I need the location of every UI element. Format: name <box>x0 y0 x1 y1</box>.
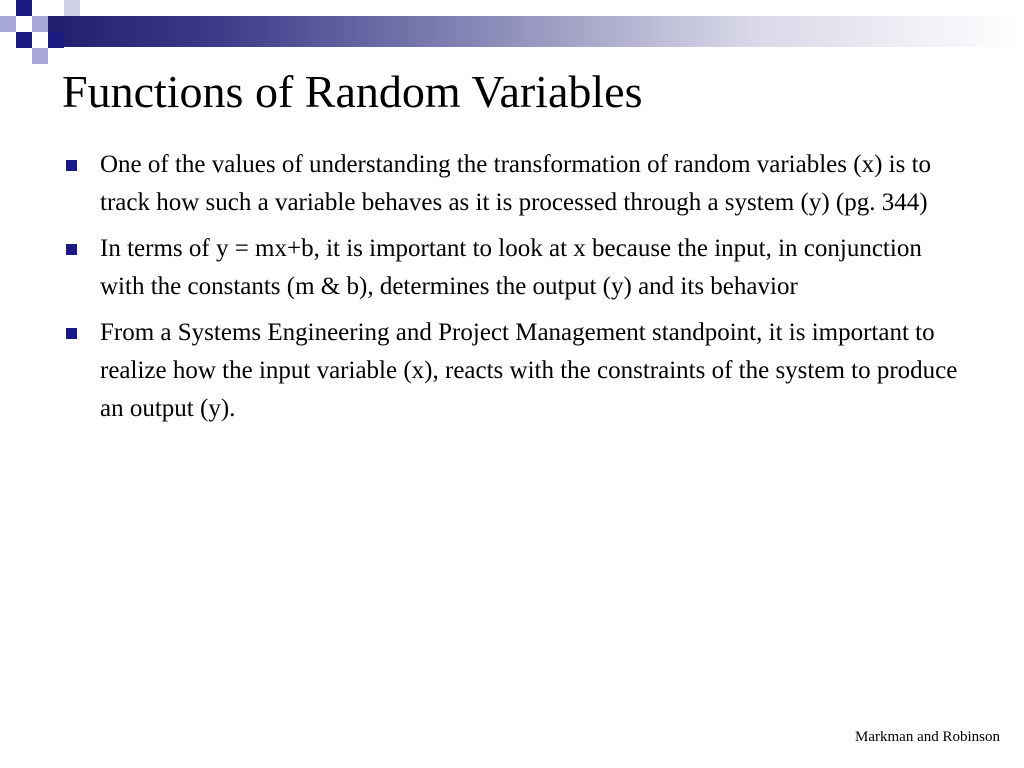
deco-square <box>0 16 16 32</box>
bullet-item <box>64 230 964 306</box>
slide-title: Functions of Random Variables <box>62 66 643 117</box>
deco-square <box>16 0 32 16</box>
bullet-item <box>64 146 964 222</box>
square-bullet-icon <box>66 244 77 255</box>
square-bullet-icon <box>66 160 77 171</box>
bullet-text: In terms of y = mx+b, it is important to look at x because the input, in conjunction with the constants (m & b), determines the output (y) and its behavior <box>100 235 922 300</box>
bullet-text: From a Systems Engineering and Project Management standpoint, it is important to realize how the input variable (x), reacts with the constraints of the system to produce an output (y). <box>100 319 958 422</box>
deco-square <box>32 16 48 32</box>
bullet-text: One of the values of understanding the transformation of random variables (x) is to track how such a variable behaves as it is processed through a system (y) (pg. 344) <box>100 151 932 216</box>
deco-square <box>16 32 32 48</box>
bullet-item <box>64 314 964 428</box>
deco-square <box>32 48 48 64</box>
bullet-list <box>64 146 964 436</box>
deco-square <box>64 0 80 16</box>
decorative-squares-icon <box>0 0 80 64</box>
square-bullet-icon <box>66 328 77 339</box>
header-gradient-band <box>48 16 1024 47</box>
deco-square <box>48 32 64 48</box>
footer-author: Markman and Robinson <box>855 729 1000 745</box>
